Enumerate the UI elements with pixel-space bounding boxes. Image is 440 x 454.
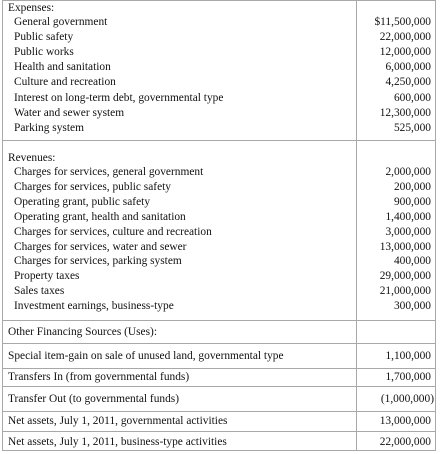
net-assets-gov-value: 13,000,000 [379,415,431,427]
revenue-value: 21,000,000 [379,285,431,298]
revenue-label: Property taxes [14,270,80,283]
revenue-value: 1,400,000 [385,210,431,223]
revenue-value: 13,000,000 [379,240,431,253]
revenue-value: 2,000,000 [385,166,431,178]
revenue-value: 200,000 [393,180,431,193]
revenue-row [3,211,435,226]
transfers-out-value: (1,000,000) [380,393,434,405]
expense-value: 12,300,000 [379,106,431,119]
special-item-row [3,343,435,369]
expense-label: Water and sewer system [14,106,125,119]
transfers-out-row [3,386,435,412]
expense-value: 6,000,000 [385,61,431,74]
expense-row [3,92,435,107]
revenues-header: Revenues: [8,152,56,164]
revenue-label: Charges for services, general government [14,166,204,178]
revenue-value: 900,000 [393,195,431,208]
revenue-row [3,285,435,300]
net-assets-bus-row [3,431,435,453]
expense-row [3,61,435,76]
revenue-row [3,241,435,256]
expense-row [3,46,435,61]
special-item-value: 1,100,000 [385,350,431,362]
revenue-label: Charges for services, parking system [14,255,182,268]
expense-label: Public works [14,46,74,59]
expense-label: Parking system [14,121,84,134]
transfers-in-label: Transfers In (from governmental funds) [8,371,190,383]
other-financing-header-row [3,320,435,344]
revenue-label: Investment earnings, business-type [14,300,174,313]
revenue-row [3,196,435,211]
expense-label: Health and sanitation [14,61,111,74]
revenue-row [3,255,435,270]
expense-value: 12,000,000 [379,46,431,59]
expense-row [3,16,435,31]
expense-value: 4,250,000 [385,76,431,89]
expense-label: Interest on long-term debt, governmental type [14,91,224,104]
expense-label: Public safety [14,31,74,44]
revenue-value: 400,000 [393,255,431,268]
expense-row [3,122,435,137]
revenue-label: Operating grant, public safety [14,195,151,208]
revenue-row [3,270,435,285]
net-assets-gov-label: Net assets, July 1, 2011, governmental activities [8,415,228,427]
revenues-section [3,140,435,321]
revenue-label: Charges for services, water and sewer [14,240,187,253]
expense-label: Culture and recreation [14,76,116,89]
transfers-in-row [3,368,435,387]
transfers-out-label: Transfer Out (to governmental funds) [8,393,180,405]
revenue-label: Sales taxes [14,285,65,298]
revenue-label: Charges for services, culture and recreation [14,225,212,238]
revenue-value: 29,000,000 [379,270,431,283]
revenue-row [3,226,435,241]
financial-table [2,0,436,451]
expense-value: 600,000 [393,91,431,104]
expense-label: General government [14,16,108,28]
revenue-label: Charges for services, public safety [14,180,171,193]
expense-value: 22,000,000 [379,31,431,44]
expense-value: 525,000 [393,121,431,134]
expense-row [3,107,435,122]
expenses-section [3,1,435,140]
expense-value: $11,500,000 [374,16,431,28]
other-financing-header: Other Financing Sources (Uses): [8,326,157,338]
revenue-row [3,181,435,196]
expense-row [3,76,435,91]
revenue-value: 3,000,000 [385,225,431,238]
revenue-value: 300,000 [393,300,431,313]
revenue-row [3,300,435,315]
net-assets-bus-value: 22,000,000 [379,436,431,448]
net-assets-gov-row [3,411,435,432]
revenue-row [3,166,435,181]
revenue-label: Operating grant, health and sanitation [14,210,186,223]
special-item-label: Special item-gain on sale of unused land, governmental type [8,350,284,362]
net-assets-bus-label: Net assets, July 1, 2011, business-type activities [8,436,227,448]
expense-row [3,31,435,46]
transfers-in-value: 1,700,000 [385,371,431,383]
expenses-header: Expenses: [8,2,55,14]
